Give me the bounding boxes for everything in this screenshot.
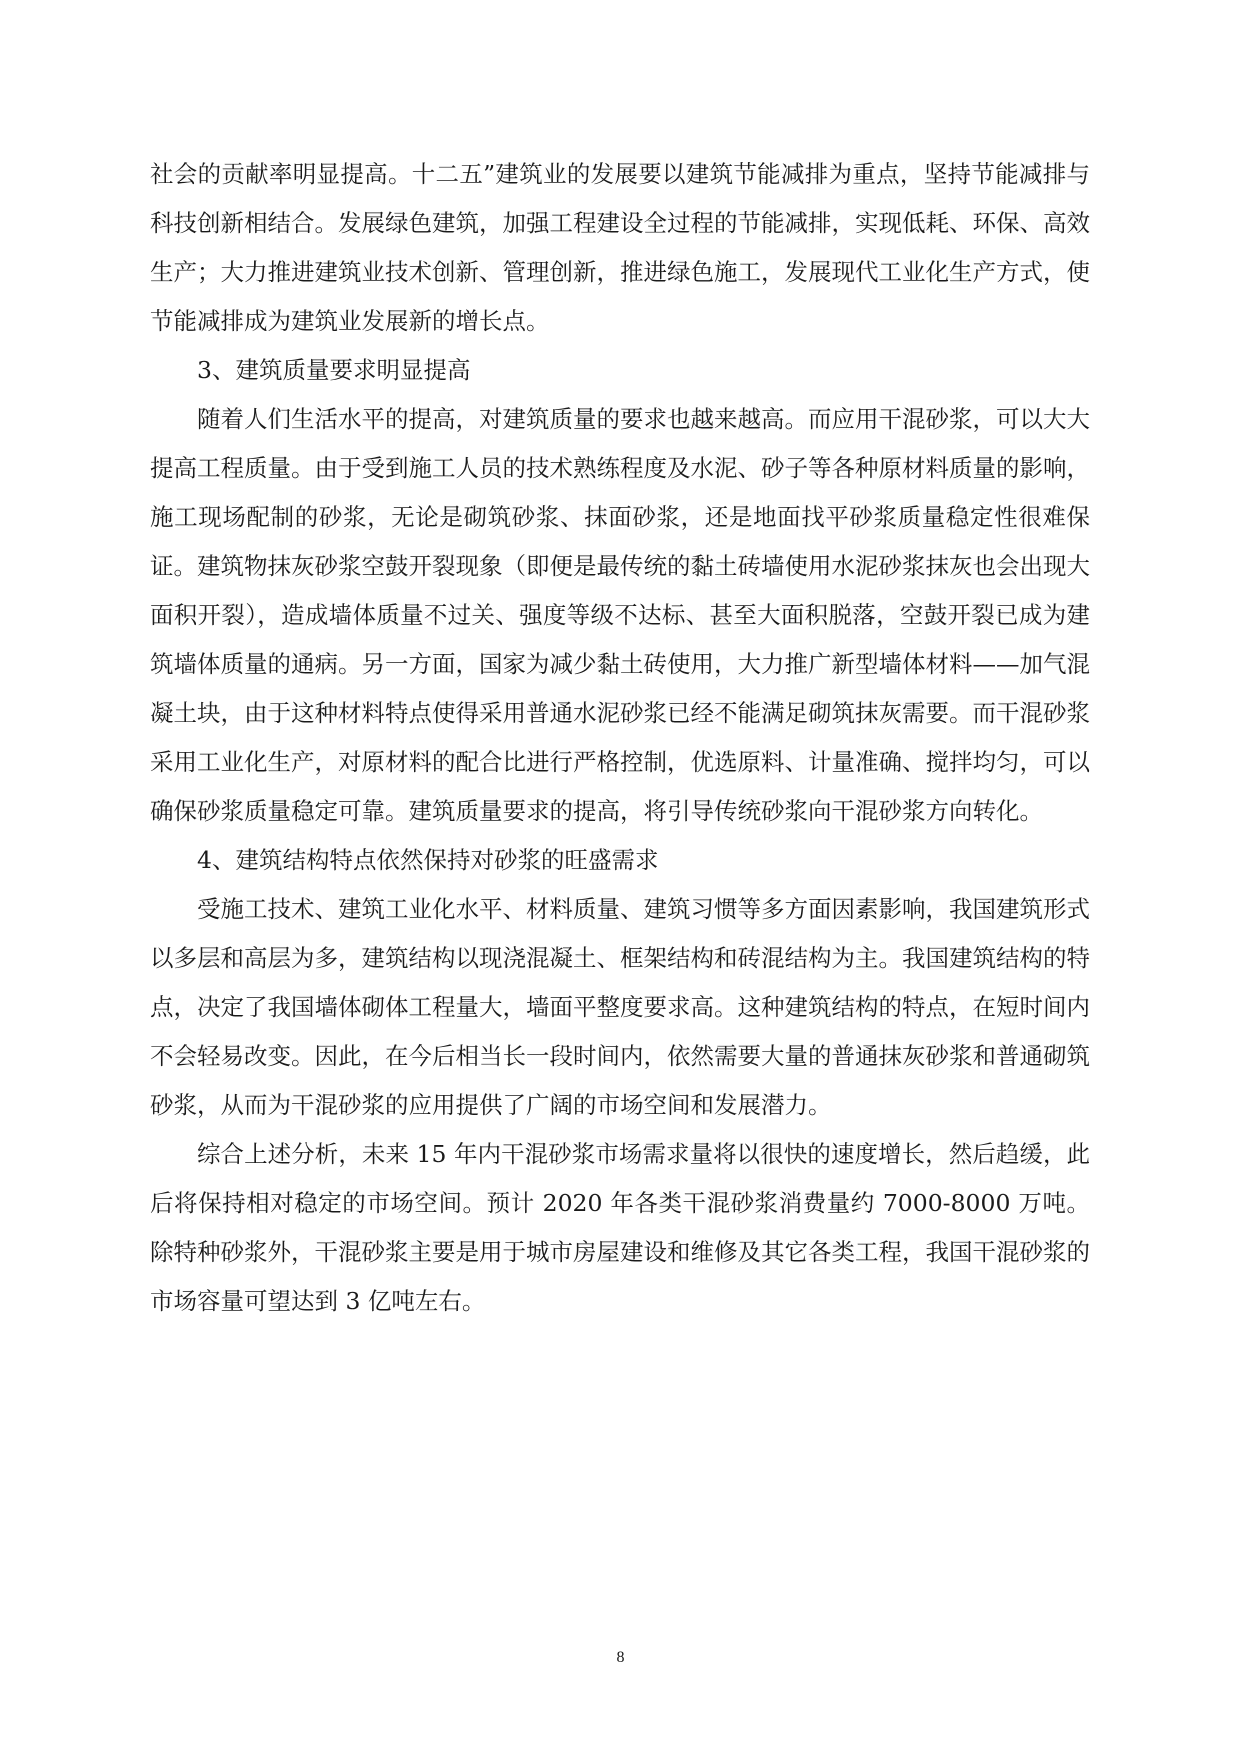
paragraph-structure: 受施工技术、建筑工业化水平、材料质量、建筑习惯等多方面因素影响，我国建筑形式以多层和高层为多，建筑结构以现浇混凝土、框架结构和砖混结构为主。我国建筑结构的特点，决定了我国墙体砌体工程量大，墙面平整度要求高。这种建筑结构的特点，在短时间内不会轻易改变。因此，在今后相当长一段时间内，依然需要大量的普通抹灰砂浆和普通砌筑砂浆，从而为干混砂浆的应用提供了广阔的市场空间和发展潜力。 [150, 895, 1090, 1119]
section-heading-4: 4、建筑结构特点依然保持对砂浆的旺盛需求 [197, 846, 659, 874]
document-body [150, 150, 1090, 1326]
section-heading-3: 3、建筑质量要求明显提高 [197, 356, 471, 384]
paragraph-continuation: 社会的贡献率明显提高。十二五”建筑业的发展要以建筑节能减排为重点，坚持节能减排与科技创新相结合。发展绿色建筑，加强工程建设全过程的节能减排，实现低耗、环保、高效生产；大力推进建筑业技术创新、管理创新，推进绿色施工，发展现代工业化生产方式，使节能减排成为建筑业发展新的增长点。 [150, 160, 1090, 335]
paragraph-summary: 综合上述分析，未来 15 年内干混砂浆市场需求量将以很快的速度增长，然后趋缓，此后将保持相对稳定的市场空间。预计 2020 年各类干混砂浆消费量约 7000-8000 万吨。除特种砂浆外，干混砂浆主要是用于城市房屋建设和维修及其它各类工程，我国干混砂浆的市场容量可望达到 3 亿吨左右。 [150, 1140, 1090, 1315]
paragraph-quality: 随着人们生活水平的提高，对建筑质量的要求也越来越高。而应用干混砂浆，可以大大提高工程质量。由于受到施工人员的技术熟练程度及水泥、砂子等各种原材料质量的影响，施工现场配制的砂浆，无论是砌筑砂浆、抹面砂浆，还是地面找平砂浆质量稳定性很难保证。建筑物抹灰砂浆空鼓开裂现象（即便是最传统的黏土砖墙使用水泥砂浆抹灰也会出现大面积开裂），造成墙体质量不过关、强度等级不达标、甚至大面积脱落，空鼓开裂已成为建筑墙体质量的通病。另一方面，国家为减少黏土砖使用，大力推广新型墙体材料——加气混凝土块，由于这种材料特点使得采用普通水泥砂浆已经不能满足砌筑抹灰需要。而干混砂浆采用工业化生产，对原材料的配合比进行严格控制，优选原料、计量准确、搅拌均匀，可以确保砂浆质量稳定可靠。建筑质量要求的提高，将引导传统砂浆向干混砂浆方向转化。 [150, 405, 1090, 825]
page-number: 8 [616, 1649, 625, 1666]
